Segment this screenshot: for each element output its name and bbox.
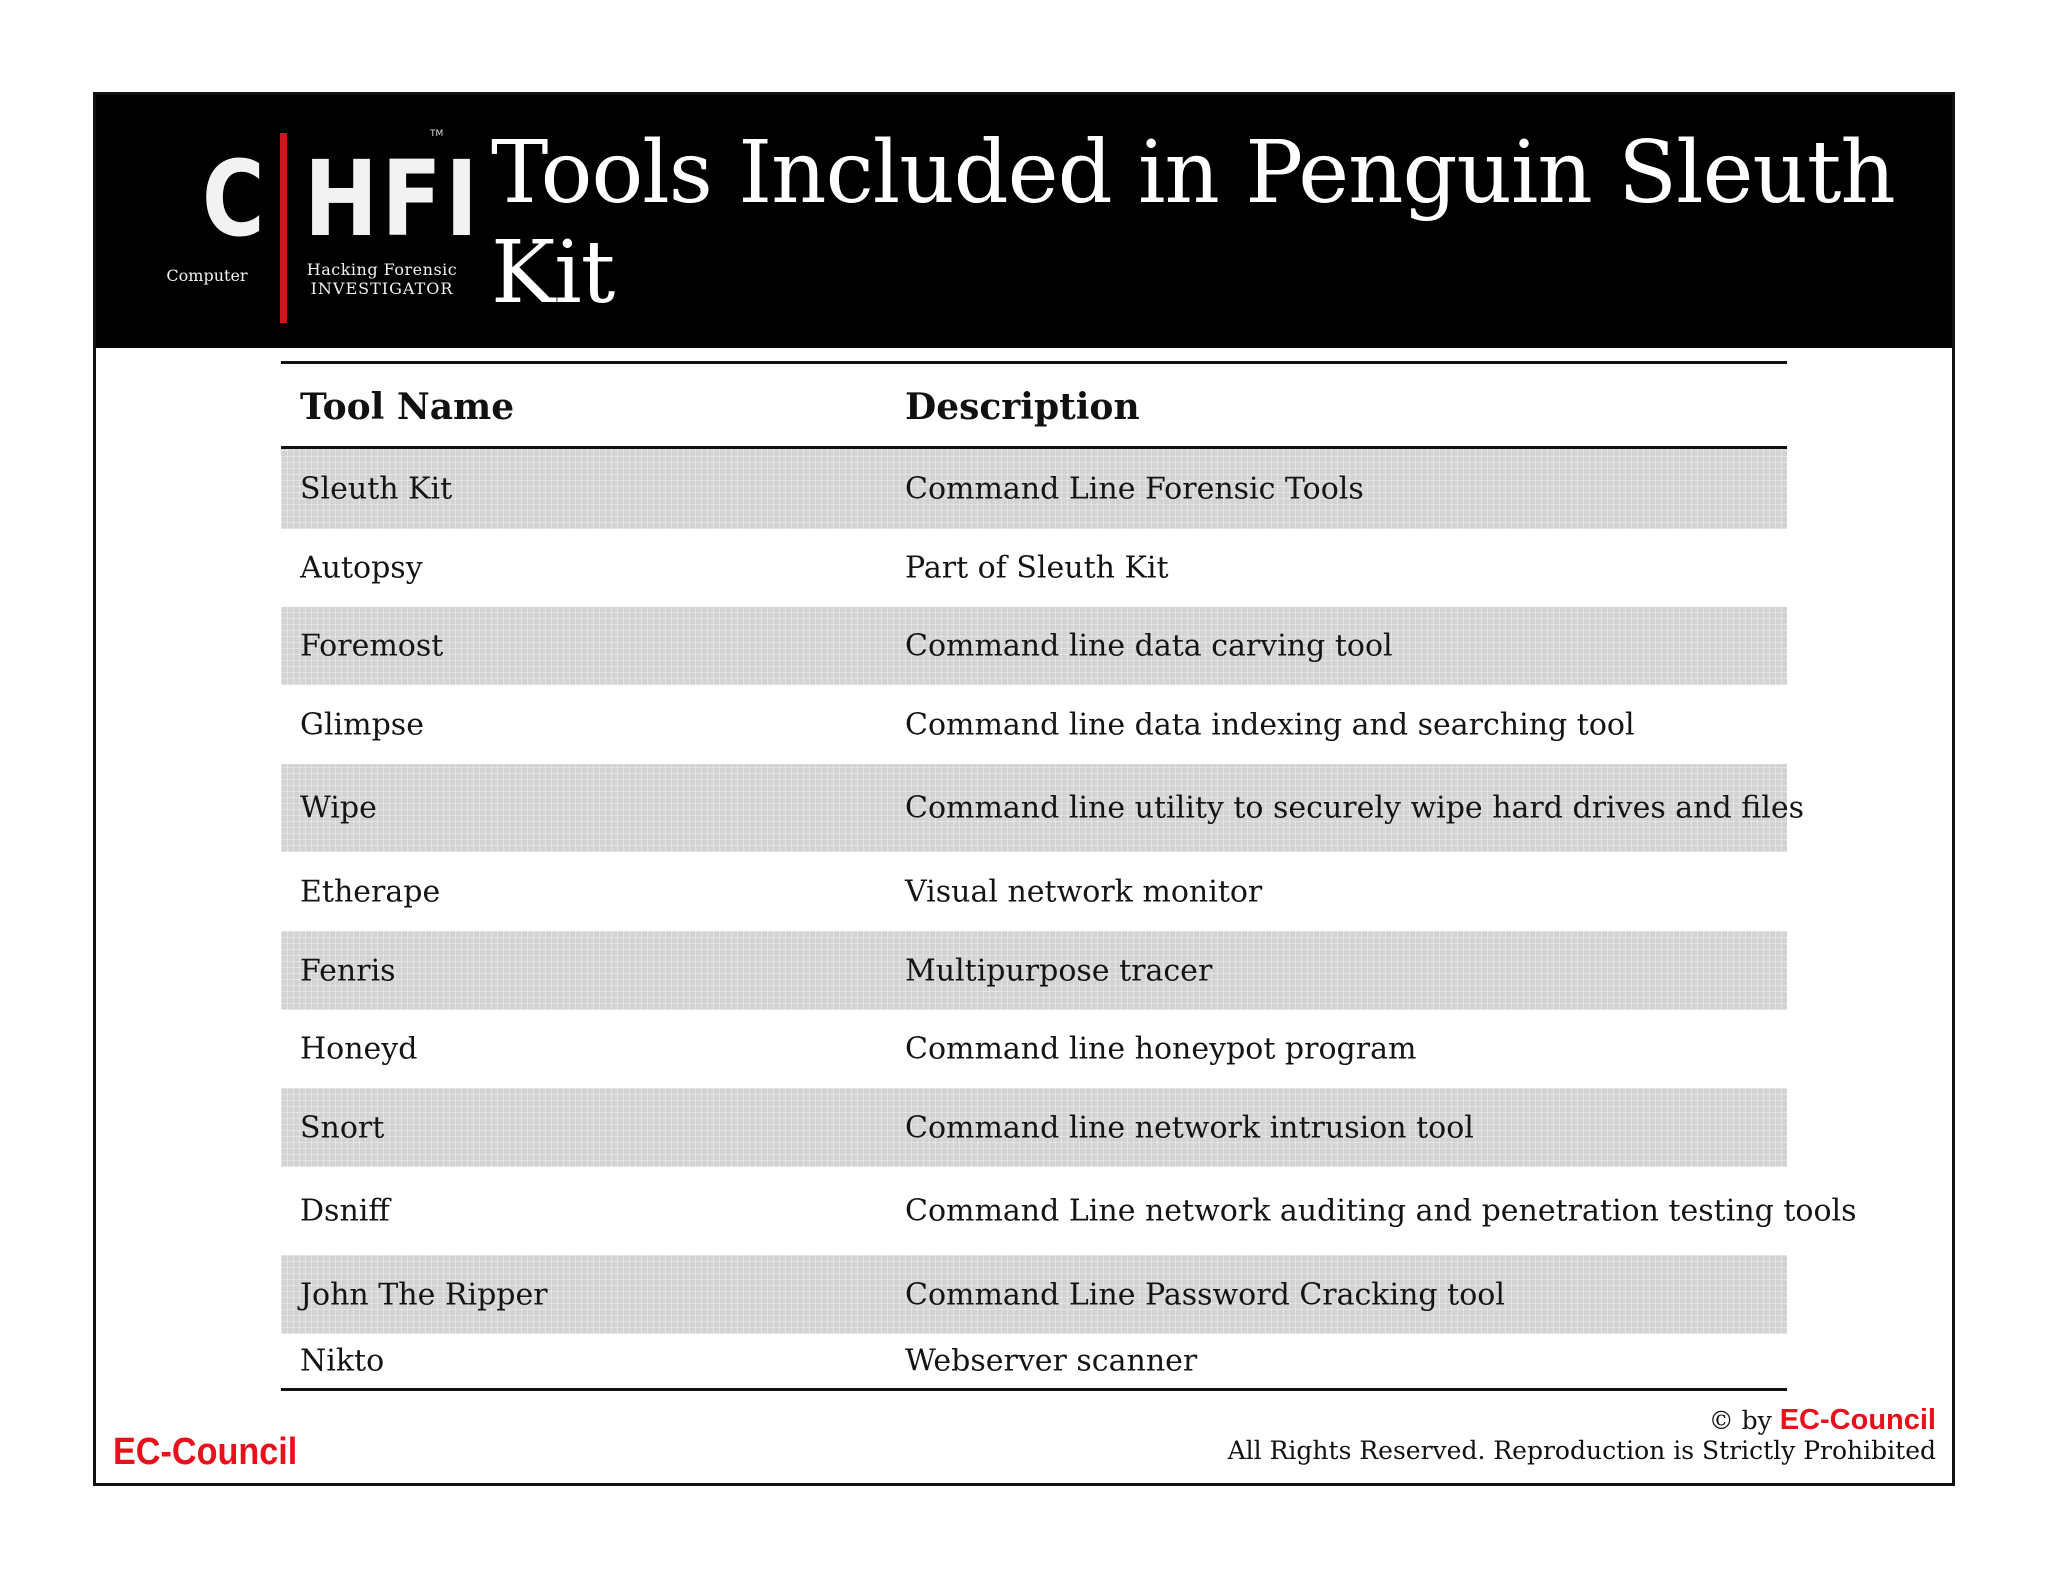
table-row [281,607,1787,685]
logo-hacking-forensic-label: Hacking Forensic [306,260,458,279]
tool-description-cell: Part of Sleuth Kit [905,550,1169,586]
chfi-logo [138,115,482,325]
tool-name-cell: Glimpse [300,707,424,742]
table-row [281,852,1787,931]
tool-description-cell: Multipurpose tracer [905,953,1213,988]
table-row [281,449,1787,529]
logo-letter-c: C [202,138,265,260]
copyright-prefix: © by [1708,1406,1772,1435]
table-bottom-rule [281,1388,1787,1391]
tool-name-cell: Fenris [300,953,396,988]
tool-name-cell: Wipe [300,790,377,826]
table-row [281,1334,1787,1388]
column-header-tool-name: Tool Name [300,386,515,428]
logo-computer-label: Computer [166,266,248,285]
table-row [281,1255,1787,1334]
page-title: Tools Included in Penguin Sleuth Kit [491,123,1895,323]
copyright-line [1228,1405,1936,1436]
tools-table [281,361,1857,1391]
column-header-description: Description [905,386,1140,428]
tool-name-cell: Autopsy [300,550,423,586]
tool-name-cell: John The Ripper [300,1277,548,1312]
tool-description-cell: Command line utility to securely wipe hard drives and files [905,790,1804,826]
tool-name-cell: Foremost [300,628,444,664]
logo-red-bar [280,133,287,323]
table-header-row [281,364,1787,449]
slide [93,92,1955,1486]
table-row [281,1088,1787,1167]
tool-description-cell: Command Line network auditing and penetration testing tools [905,1193,1857,1229]
table-row [281,529,1787,607]
header-banner [96,95,1952,348]
tool-description-cell: Command Line Password Cracking tool [905,1277,1505,1312]
copyright-brand: EC-Council [1779,1404,1936,1436]
tool-name-cell: Dsniff [300,1193,390,1229]
copyright-notice [1228,1405,1936,1466]
table-row [281,1167,1857,1255]
tool-name-cell: Snort [300,1110,385,1145]
ec-council-footer-logo: EC-Council [113,1431,298,1473]
table-row [281,931,1787,1010]
tool-description-cell: Webserver scanner [905,1343,1198,1379]
tool-description-cell: Command line honeypot program [905,1031,1417,1067]
tool-description-cell: Command line data indexing and searching tool [905,707,1635,742]
rights-reserved-text: All Rights Reserved. Reproduction is Strictly Prohibited [1227,1436,1936,1465]
logo-letters-hfi: HFI [304,138,482,260]
table-row [281,685,1787,764]
tool-name-cell: Sleuth Kit [300,471,453,507]
tool-description-cell: Command line network intrusion tool [905,1110,1474,1145]
tool-name-cell: Etherape [300,874,441,909]
tool-description-cell: Visual network monitor [905,874,1263,909]
tool-description-cell: Command line data carving tool [905,628,1393,664]
logo-investigator-label: INVESTIGATOR [310,279,454,298]
table-row [281,764,1804,852]
tool-name-cell: Honeyd [300,1031,418,1067]
tool-name-cell: Nikto [300,1343,385,1379]
logo-trademark: TM [430,129,444,139]
tool-description-cell: Command Line Forensic Tools [905,471,1364,507]
table-row [281,1010,1787,1088]
